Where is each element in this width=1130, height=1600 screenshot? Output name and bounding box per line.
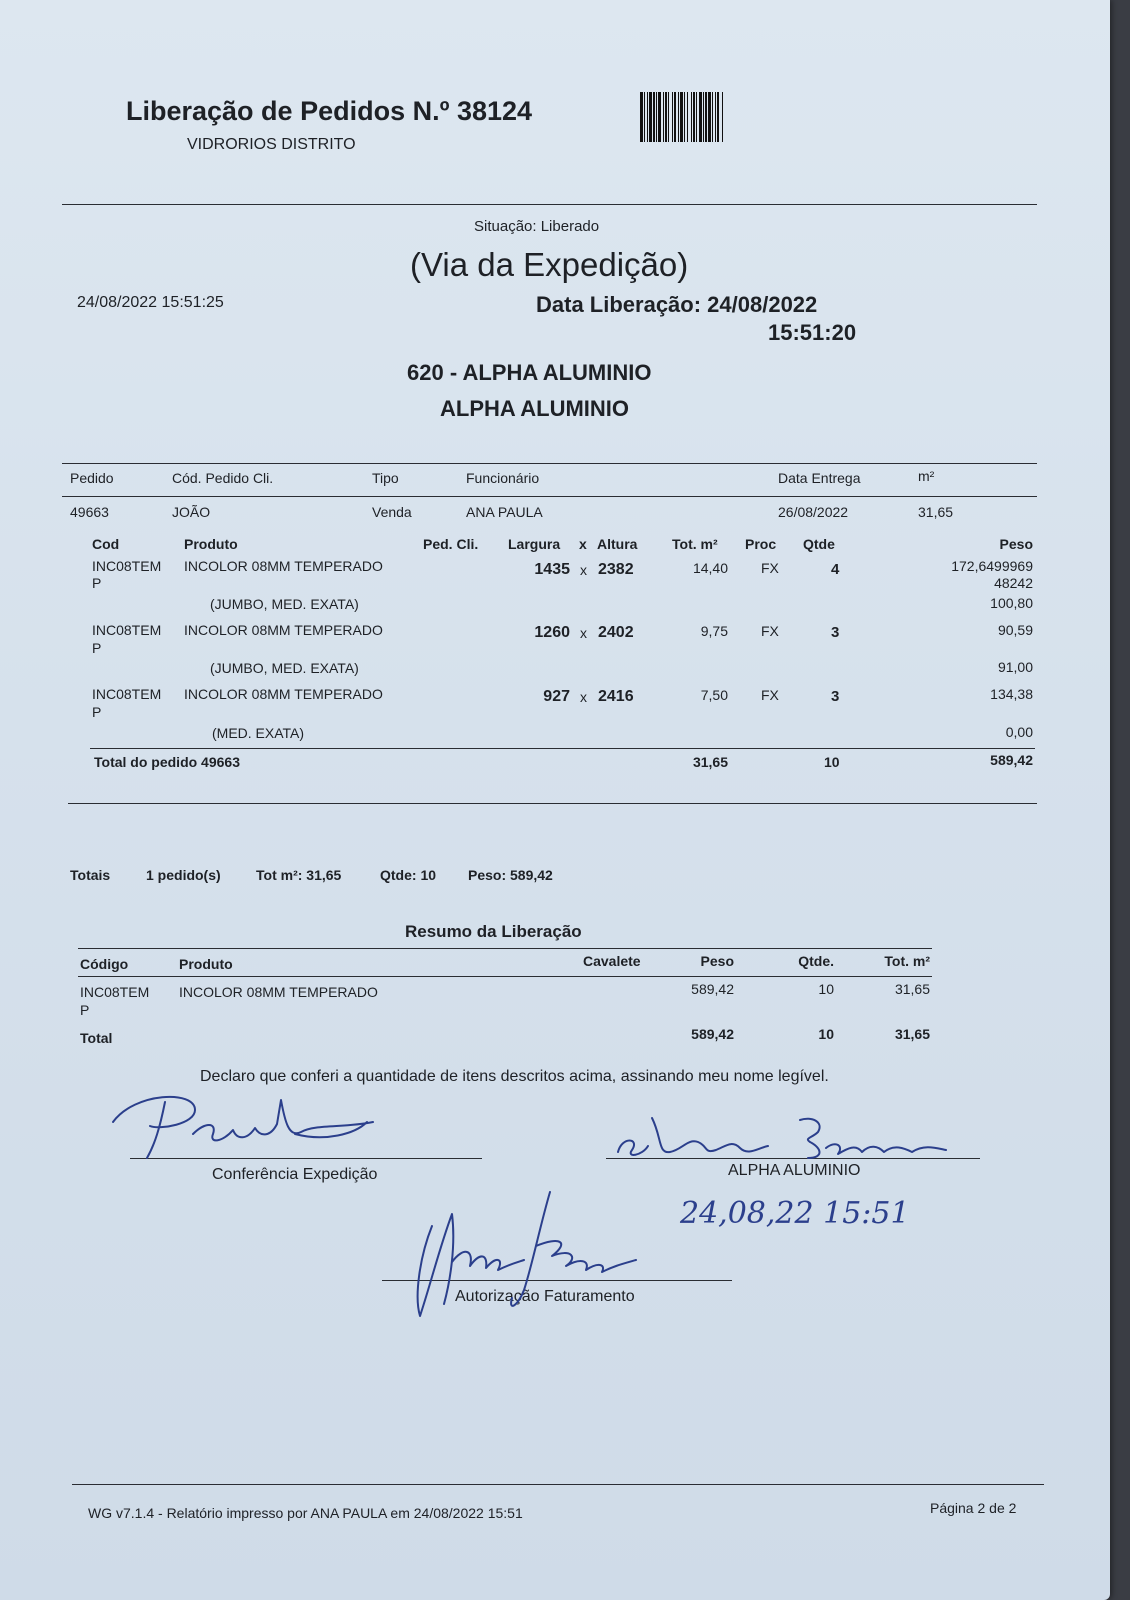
order-header-top-rule [62, 463, 1037, 464]
item-peso: 172,6499969 [951, 558, 1033, 574]
resumo-col-produto: Produto [179, 956, 233, 972]
handwritten-date: 24,08,22 15:51 [680, 1196, 910, 1231]
cliente-code-name: 620 - ALPHA ALUMINIO [407, 360, 652, 385]
items-col-largura: Largura [508, 536, 561, 552]
resumo-total-qtde: 10 [818, 1026, 834, 1042]
footer-printed-by: WG v7.1.4 - Relatório impresso por ANA PAULA em 24/08/2022 15:51 [88, 1505, 523, 1521]
item-proc: FX [761, 687, 779, 703]
resumo-header-rule [78, 976, 932, 977]
resumo-row-codigo-cont: P [80, 1002, 90, 1018]
resumo-row-qtde: 10 [818, 981, 834, 997]
item-cod-cont: P [92, 640, 102, 656]
report-title: Liberação de Pedidos N.º 38124 [126, 96, 533, 126]
items-col-altura: Altura [597, 536, 638, 552]
totais-pedidos: 1 pedido(s) [146, 867, 221, 883]
conferencia-label: Conferência Expedição [212, 1166, 378, 1183]
order-data-entrega: 26/08/2022 [778, 504, 849, 520]
item-tot-m2: 9,75 [700, 623, 728, 639]
data-liberacao: Data Liberação: 24/08/2022 [536, 292, 818, 317]
totais-m2: Tot m²: 31,65 [256, 867, 342, 883]
col-m2: m² [918, 468, 935, 484]
item-x: x [580, 625, 587, 641]
item-produto: INCOLOR 08MM TEMPERADO [184, 622, 383, 638]
item-sub-peso: 100,80 [990, 595, 1033, 611]
declaration-text: Declaro que conferi a quantidade de itens descritos acima, assinando meu nome legível. [200, 1068, 829, 1085]
resumo-title: Resumo da Liberação [405, 922, 582, 941]
totais-qtde: Qtde: 10 [380, 867, 437, 883]
barcode-image [640, 92, 812, 142]
resumo-row-peso: 589,42 [691, 981, 734, 997]
item-x: x [580, 562, 587, 578]
order-total-label: Total do pedido 49663 [94, 754, 240, 770]
resumo-col-cavalete: Cavalete [583, 953, 641, 969]
col-funcionario: Funcionário [466, 470, 540, 486]
order-m2: 31,65 [918, 504, 954, 520]
resumo-row-produto: INCOLOR 08MM TEMPERADO [179, 984, 378, 1000]
item-cod-cont: P [92, 704, 102, 720]
resumo-total-peso: 589,42 [691, 1026, 734, 1042]
resumo-col-tot-m2: Tot. m² [884, 953, 930, 969]
item-altura: 2416 [598, 688, 634, 705]
data-liberacao-time: 15:51:20 [768, 320, 857, 345]
resumo-col-peso: Peso [700, 953, 734, 969]
item-altura: 2402 [598, 624, 634, 641]
resumo-col-codigo: Código [80, 956, 129, 972]
item-sub-peso: 91,00 [997, 659, 1033, 675]
item-qtde: 3 [831, 688, 840, 705]
cliente-name: ALPHA ALUMINIO [440, 396, 630, 421]
items-col-cod: Cod [92, 536, 120, 552]
items-col-x: x [579, 536, 587, 552]
item-largura: 1435 [534, 561, 570, 578]
item-cod-cont: P [92, 575, 102, 591]
item-proc: FX [761, 560, 779, 576]
signature-cliente [612, 1108, 982, 1164]
item-produto: INCOLOR 08MM TEMPERADO [184, 686, 383, 702]
col-cod-pedido-cli: Cód. Pedido Cli. [172, 470, 274, 486]
order-funcionario: ANA PAULA [466, 504, 543, 520]
items-col-proc: Proc [745, 536, 777, 552]
items-col-qtde: Qtde [803, 536, 835, 552]
col-pedido: Pedido [70, 470, 114, 486]
col-tipo: Tipo [372, 470, 399, 486]
resumo-row-tot-m2: 31,65 [894, 981, 930, 997]
item-sub-peso: 0,00 [1005, 724, 1033, 740]
order-cod-pedido-cli: JOÃO [172, 504, 211, 520]
resumo-top-rule [78, 948, 932, 949]
items-col-peso: Peso [999, 536, 1033, 552]
item-cod: INC08TEM [92, 558, 162, 574]
resumo-total-tot-m2: 31,65 [894, 1026, 930, 1042]
item-qtde: 3 [831, 624, 840, 641]
order-header-bottom-rule [62, 496, 1037, 497]
cliente-signature-label: ALPHA ALUMINIO [728, 1162, 861, 1179]
item-tot-m2: 14,40 [692, 560, 728, 576]
item-largura: 1260 [534, 624, 570, 641]
order-tipo: Venda [372, 504, 412, 520]
footer-rule [72, 1484, 1044, 1485]
printed-at: 24/08/2022 15:51:25 [77, 294, 224, 311]
col-data-entrega: Data Entrega [778, 470, 861, 486]
items-col-ped-cli: Ped. Cli. [423, 536, 479, 552]
items-col-produto: Produto [184, 536, 238, 552]
item-qtde: 4 [831, 561, 840, 578]
item-produto: INCOLOR 08MM TEMPERADO [184, 558, 383, 574]
item-peso: 90,59 [997, 622, 1033, 638]
company-name: VIDRORIOS DISTRITO [187, 136, 356, 153]
order-total-m2: 31,65 [692, 754, 728, 770]
item-peso: 134,38 [990, 686, 1033, 702]
resumo-col-qtde: Qtde. [798, 953, 834, 969]
item-proc: FX [761, 623, 779, 639]
order-pedido: 49663 [70, 504, 109, 520]
autorizacao-label: Autorização Faturamento [455, 1288, 635, 1305]
situacao-text: Situação: Liberado [474, 218, 600, 235]
order-total-peso: 589,42 [990, 752, 1033, 768]
via-title: (Via da Expedição) [410, 246, 689, 283]
item-largura: 927 [543, 688, 570, 705]
header-divider [62, 204, 1037, 205]
signature-autorizacao [400, 1186, 660, 1324]
item-cod: INC08TEM [92, 686, 162, 702]
items-col-tot-m2: Tot. m² [672, 536, 718, 552]
totais-peso: Peso: 589,42 [468, 867, 553, 883]
signature-conferencia [105, 1082, 395, 1162]
resumo-row-codigo: INC08TEM [80, 984, 150, 1000]
item-sub-desc: (JUMBO, MED. EXATA) [210, 596, 359, 612]
item-tot-m2: 7,50 [700, 687, 728, 703]
order-total-rule [90, 748, 1035, 749]
item-altura: 2382 [598, 561, 634, 578]
totais-label: Totais [70, 867, 111, 883]
item-cod: INC08TEM [92, 622, 162, 638]
order-total-qtde: 10 [824, 754, 840, 770]
item-peso-cont: 48242 [994, 575, 1033, 591]
resumo-total-label: Total [80, 1030, 113, 1046]
item-sub-desc: (JUMBO, MED. EXATA) [210, 660, 359, 676]
footer-page-number: Página 2 de 2 [930, 1500, 1017, 1516]
item-sub-desc: (MED. EXATA) [212, 725, 305, 741]
order-section-end-rule [68, 803, 1037, 804]
item-x: x [580, 689, 587, 705]
